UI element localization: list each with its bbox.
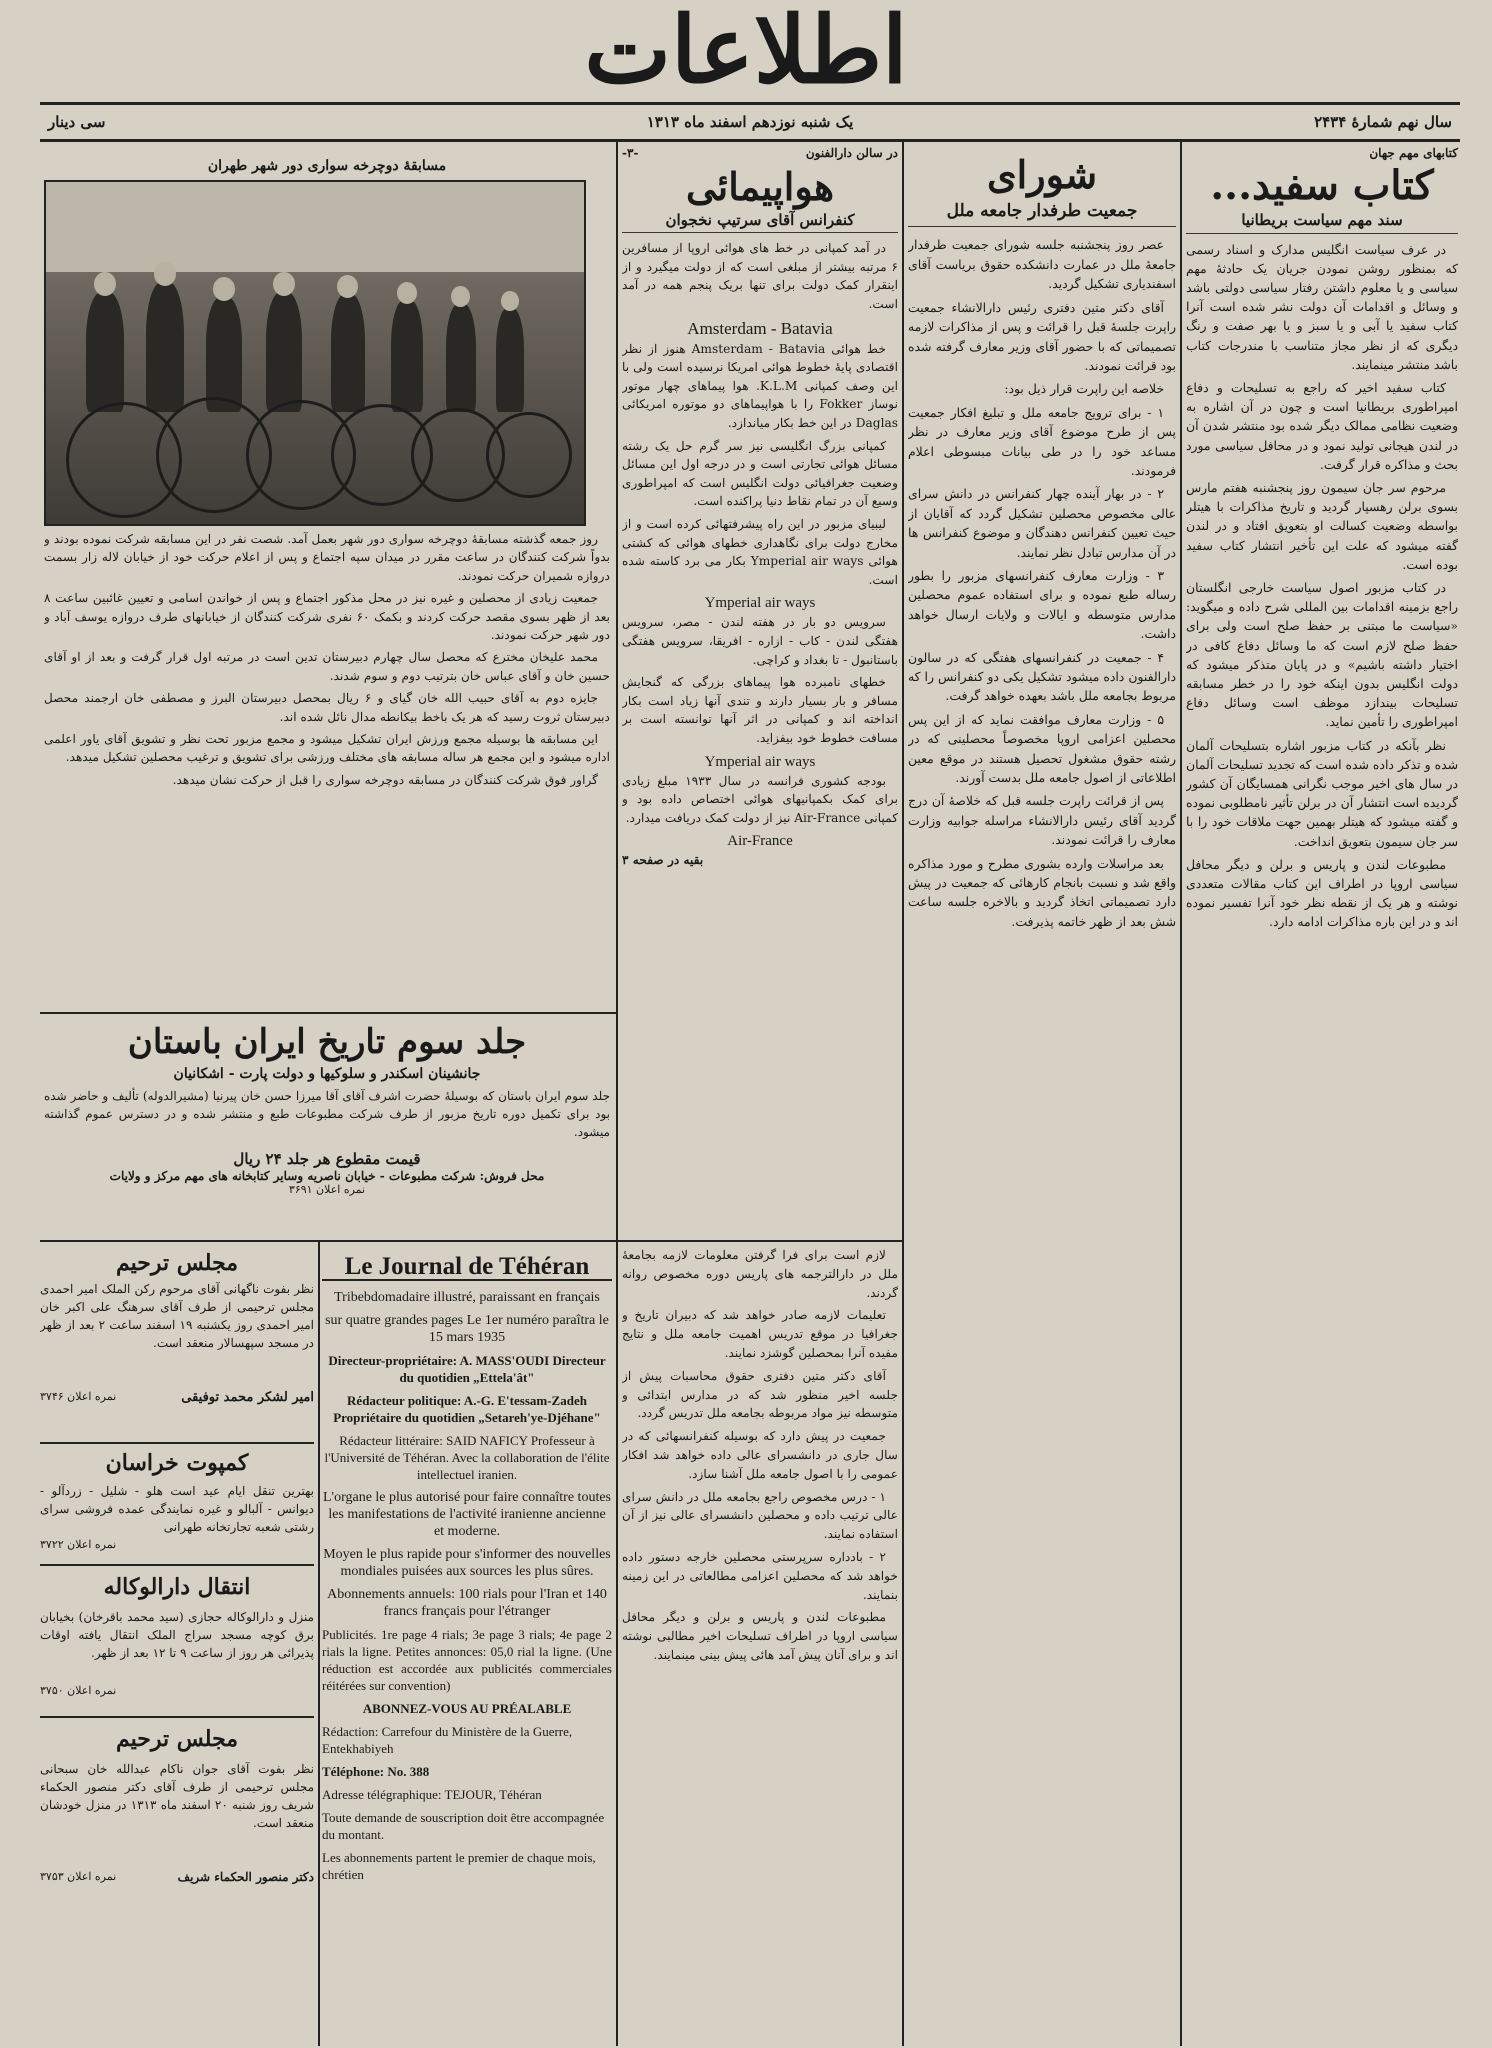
journal-line: Adresse télégraphique: TEJOUR, Téhéran: [322, 1787, 542, 1802]
article-kicker: کتابهای مهم جهان: [1369, 146, 1458, 160]
rider-head: [154, 262, 176, 286]
page-number: -۳-: [622, 146, 639, 160]
bicycle-race-article: [44, 530, 610, 1008]
column-rule: [616, 142, 618, 2046]
rider-head: [273, 272, 295, 296]
paragraph: خط هوائی Amsterdam - Batavia هنوز از نظر اقتصادی پایهٔ خطوط هوائی امریکا نرسیده است ولی با این وصف کمپانی K.L.M. هوا پیماهای چهار موتور نوساز Fokker را با هواپیماهای دو موتوره امریکائی Daglas در این خط بکار میاندازد.: [622, 341, 898, 431]
rider-head: [397, 282, 417, 304]
rider-head: [94, 272, 116, 296]
article-kicker: در سالن دارالفنون: [805, 146, 898, 160]
column-rule: [1180, 142, 1182, 2046]
rider-head: [337, 275, 358, 298]
rider-figure: [446, 304, 476, 412]
paragraph: جایزه دوم به آقای حبیب الله خان گیای و ۶ ریال بمحصل دبیرستان البرز و مصطفی خان ارجمند محصل دبیرستان ثروت رسید که هر یک باخط بیکانطه مدال نائل شده اند.: [44, 691, 610, 724]
section-rule: [618, 1240, 902, 1242]
paragraph: در آمد کمپانی در خط های هوائی اروپا از مسافرین ۶ مرتبه بیشتر از مبلغی است که از دولت میگیرد و از اینقرار کمک دولت برای تنها بریک پنجم همه در آمد است.: [622, 241, 898, 312]
rider-head: [501, 291, 519, 311]
rider-figure: [266, 292, 302, 412]
article-council: [908, 146, 1176, 2044]
paragraph: سرویس دو بار در هفته لندن - مصر، سرویس هفتگی لندن - کاب - ازاره - افریقا، سرویس هفتگی باستانبول - تا بغداد و کراچی.: [622, 615, 898, 667]
paragraph: تعلیمات لازمه صادر خواهد شد که دبیران تاریخ و جغرافیا در موقع تدریس اهمیت جامعه ملل و نتایج مفیده آنرا بمحصلین گوشزد نمایند.: [622, 1308, 898, 1360]
rider-figure: [331, 294, 365, 412]
paragraph: این مسابقه ها بوسیله مجمع ورزش ایران تشکیل میشود و مجمع مزبور تحت نظر و تشویق آقای یاور اعلمی اداره میشود و این مجمع هر ساله مسابقه های مختلف ورزشی برای تشویق و ترغیب محصلین تشکیل میدهد.: [44, 732, 610, 765]
continued-note: بقیه در صفحه ۳: [622, 853, 704, 868]
article-title: هواپیمائی: [685, 164, 835, 209]
paragraph: کمپانی بزرگ انگلیسی نیز سر گرم حل یک رشته مسائل هوائی تجارتی است و در درجه اول این مسائل وضعیت جغرافیائی دولت انگلیس است که امپراطوری وسیع آن در تمام نقاط دنیا پراکنده است.: [622, 438, 898, 509]
paragraph: عصر روز پنجشنبه جلسه شورای جمعیت طرفدار جامعهٔ ملل در عمارت دانشکده حقوق بریاست آقای اسفندیاری تشکیل گردید.: [908, 237, 1176, 292]
paragraph: در عرف سیاست انگلیس مدارک و اسناد رسمی که بمنظور روشن نمودن جریان یک حادثهٔ مهم سیاسی و یا معلوم داشتن رفتار سیاسی دولتی باشد و وسائل و اقدامات آن دولت نشر شده است آنرا کتاب سفید یا آبی و یا سبز و یا بهر صفت و رنگ دیگری که از نظر مجاز متناسب با مندرجات کتاب باشد منتشر مینمایند.: [1186, 241, 1458, 372]
company-name: Ymperial air ways: [704, 595, 816, 612]
paragraph: کتاب سفید اخیر که راجع به تسلیحات و دفاع امپراطوری بریطانیا است و چون در آن اشاره به وضعیت نظامی ممالک دیگر شده بود منتشر شدن آن در لندن هیجانی تولید نمود و در محافل سیاسی مورد بحث و مذاکره قرار گرفت.: [1186, 379, 1458, 472]
rider-figure: [496, 308, 524, 412]
notice-title: انتقال دارالوکاله: [103, 1574, 251, 1600]
notice-number: نمره اعلان ۳۷۴۶: [40, 1390, 117, 1403]
paragraph: گراور فوق شرکت کنندگان در مسابقه دوچرخه سواری را قبل از حرکت نشان میدهد.: [172, 772, 598, 787]
article-aviation: [622, 146, 898, 1236]
paragraph: پس از قرائت راپرت جلسه قبل که خلاصهٔ آن درج گردید آقای رئیس دارالانشاء مراسله جوابیه وزارت معارف را قرائت نمودند.: [908, 793, 1176, 848]
journal-line: Rédacteur littéraire: SAID NAFICY Professeur à l'Université de Téhéran. Avec la collaboration de l'élite intellectuel iranien.: [324, 1433, 610, 1482]
journal-line: Téléphone: No. 388: [322, 1764, 430, 1779]
journal-title: Le Journal de Téhéran: [322, 1258, 612, 1281]
article-body: [1186, 240, 1458, 2040]
notice-title: مجلس ترحیم: [115, 1250, 239, 1276]
journal-line: Directeur-propriétaire: A. MASS'OUDI Directeur du quotidien „Ettela'ât": [328, 1353, 606, 1385]
rider-figure: [206, 297, 242, 412]
paragraph: مطبوعات لندن و پاریس و برلن و دیگر محافل سیاسی اروپا در اطراف تسلیحات اخیر مطالبی نوشته اند و برای آنان پیش آمد هائی پیش بینی مینمایند.: [622, 1610, 898, 1662]
article-white-book: [1186, 146, 1458, 2044]
paragraph: مطبوعات لندن و پاریس و برلن و دیگر محافل سیاسی اروپا در اطراف این کتاب مقالات متعددی نوشته و هر یک از نقطه نظر خود آنرا تفسیر نموده اند و در این باره مذاکرات ادامه دارد.: [1186, 856, 1458, 930]
route-name: Amsterdam - Batavia: [687, 318, 833, 338]
issue-date: یک شنبه نوزدهم اسفند ماه ۱۳۱۳: [646, 113, 854, 131]
ad-body: جلد سوم ایران باستان که بوسیلهٔ حضرت اشرف آقای آقا میرزا حسن خان پیرنیا (مشیرالدوله) تألیف و حاضر شده بود برای تکمیل دوره تاریخ مزبور از طرف شرکت مطبوعات طبع و منتشر شده و در دسترس عموم گذاشته میشود.: [44, 1088, 610, 1139]
paragraph: ۲ - بادداره سرپرستی محصلین خارجه دستور داده خواهد شد که محصلین اعزامی مطالعاتی در این زمینه بنمایند.: [622, 1549, 898, 1602]
rider-figure: [391, 300, 423, 412]
notice: [40, 1718, 314, 2028]
paragraph: در کتاب مزبور اصول سیاست خارجی انگلستان راجع بزمینه اقدامات بین المللی شرح داده و میگوید: «سیاست ما مبتنی بر حفظ صلح است ولی برای حفظ صلح لازم است که ما وسائل دفاع کافی در اختیار داشته باشیم» و در پایان متذکر میشود که دولت انگلیس بدون اینکه خود را در خطر مسابقه تسلیحات بیندازد موظف است وسائل دفاع امپراطوری را تأمین نماید.: [1186, 579, 1458, 730]
year-issue: سال نهم شمارهٔ ۲۴۳۴: [1314, 113, 1452, 131]
journal-line: ABONNEZ-VOUS AU PRÉALABLE: [362, 1701, 572, 1716]
paragraph: ۵ - وزارت معارف موافقت نماید که از این پس محصلین اعزامی اروپا مخصوصاً محصلینی که در رشته حقوق مشغول تحصیل هستند در موقع معین اطلاعاتی از اصول جامعه ملل بدست آورند.: [908, 711, 1176, 786]
paragraph: روز جمعه گذشته مسابقهٔ دوچرخه سواری دور شهر بعمل آمد. شصت نفر در این مسابقه شرکت نموده بودند و بدواً شرکت کنندگان در ساعت مقرر در میدان سپه اجتماع و پس از اعلام حرکت خود از خیابان لاله زار بسمت دروازه شمیران حرکت نمودند.: [44, 532, 610, 583]
journal-line: Toute demande de souscription doit être accompagnée du montant.: [322, 1810, 605, 1842]
paragraph: لازم است برای فرا گرفتن معلومات لازمه بجامعهٔ ملل در دارالترجمه های پاریس دوره مخصوص روانه گردند.: [622, 1248, 898, 1300]
paragraph: خلاصه این راپرت قرار ذیل بود:: [1004, 381, 1164, 397]
rider-head: [451, 286, 470, 307]
ad-seller: محل فروش: شرکت مطبوعات - خیابان ناصریه وسایر کتابخانه های مهم مرکز و ولایات: [109, 1169, 545, 1184]
ad-subtitle: جانشینان اسکندر و سلوکیها و دولت پارت - اشکانیان: [173, 1066, 481, 1083]
journal-line: Les abonnements partent le premier de chaque mois, chrétien: [322, 1850, 596, 1882]
section-rule: [40, 1240, 616, 1242]
rider-figure: [146, 282, 184, 412]
notice-body: بهترین تنقل ایام عید است هلو - شلیل - زردآلو - دیوانس - آلبالو و غیره نمایندگی عمده فروشی سرای رشتی شعبه تجارتخانه طهرانی: [40, 1484, 314, 1534]
notice-body: نظر بفوت ناگهانی آقای مرحوم رکن الملک امیر احمدی مجلس ترحیمی از طرف آقای سرهنگ علی اکبر خان امیر احمدی روز یکشنبه ۱۹ اسفند ساعت ۲ بعد از ظهر در مسجد سپهسالار منعقد است.: [40, 1282, 314, 1350]
bicycle-race-photo: [44, 180, 586, 526]
notice-signature: امیر لشکر محمد توفیقی: [181, 1390, 314, 1405]
company-name: Ymperial air ways: [704, 753, 816, 770]
journal-line: Moyen le plus rapide pour s'informer des nouvelles mondiales puisées aux sources les plus sûres.: [323, 1547, 611, 1579]
paragraph: جمعیت زیادی از محصلین و غیره نیز در محل مذکور اجتماع و پس از خواندن اسامی و تعیین غائبین ساعت ۸ بعد از ظهر بسوی مقصد حرکت کردند و بکمک ۶۰ نفری شرکت کنندگان از خیابانهای طرف دروازه یوسف آباد و دور شهر حرکت نمودند.: [44, 591, 610, 643]
newspaper-title: اطلاعات: [584, 0, 908, 104]
article-body: [622, 239, 898, 1229]
column-rule: [902, 142, 904, 2046]
notice: [40, 1444, 314, 1566]
journal-line: Abonnements annuels: 100 rials pour l'Iran et 140 francs français pour l'étranger: [327, 1587, 607, 1619]
company-name: Air-France: [727, 833, 793, 850]
notices-column: [40, 1246, 314, 2044]
journal-line: L'organe le plus autorisé pour faire connaître toutes les manifestations de l'activité iranienne ancienne et moderne.: [323, 1490, 611, 1539]
section-rule: [40, 1012, 616, 1014]
notice-number: نمره اعلان ۳۷۵۳: [40, 1870, 117, 1883]
notice-body: منزل و دارالوکاله حجازی (سید محمد باقرخان) بخیابان برق کوچه مسجد سراج الملک انتقال یافته اوقات پذیرائی هر روز از ساعت ۹ تا ۱۲ بعد از ظهر.: [40, 1610, 314, 1660]
paragraph: نظر بآنکه در کتاب مزبور اشاره بتسلیحات آلمان شده و تذکر داده شده است که تجدید تسلیحات آلمان در سال های اخیر موجب نگرانی همسایگان آن کشور گردیده است انتشار آن در برلن تأثیر نامطلوبی نموده و گفته میشود که هیتلر بهمین جهت ملاقات خود را با سر جان سیمون بتعویق انداخت.: [1186, 737, 1458, 849]
ad-number: نمره اعلان ۳۶۹۱: [288, 1183, 366, 1197]
column-rule: [318, 1240, 320, 2046]
journal-line: sur quatre grandes pages Le 1er numéro paraîtra le 15 mars 1935: [325, 1313, 609, 1345]
article-council-continued: [622, 1246, 898, 2042]
article-title: کتاب سفید...: [1210, 162, 1434, 209]
notice-number: نمره اعلان ۳۷۲۲: [40, 1538, 117, 1551]
paragraph: جمعیت در پیش دارد که بوسیله کنفرانسهائی که در سال جاری در دانشسرای عالی داده خواهد شد افکار عمومی را با اصول جامعه ملل آشنا سازد.: [622, 1429, 898, 1481]
paragraph: ۱ - برای ترویج جامعه ملل و تبلیغ افکار جمعیت پس از طرح موضوع آقای وزیر معارف در نظر مساعد خود را در طی بیانات مبسوطی اعلام فرمودند.: [908, 404, 1176, 478]
notice-title: مجلس ترحیم: [115, 1726, 239, 1752]
paragraph: ۴ - جمعیت در کنفرانسهای هفتگی که در سالون دارالفنون داده میشود تشکیل یکی دو کنفرانس را که مربوط بجامعه ملل باشد بعهده خواهد گرفت.: [908, 649, 1176, 704]
journal-line: Tribebdomadaire illustré, paraissant en français: [334, 1290, 600, 1305]
photo-sky: [46, 182, 584, 272]
dateline: [40, 102, 1460, 142]
ad-price: قیمت مقطوع هر جلد ۲۴ ریال: [233, 1149, 421, 1168]
paragraph: لیبیای مزبور در این راه پیشرفتهائی کرده است و از مخارج دولت برای نگاهداری خطهای هوائی که کشتی هوائی Ymperial air ways بکار می برد کاسته شده است.: [622, 517, 898, 587]
notice-number: نمره اعلان ۳۷۵۰: [40, 1684, 117, 1697]
paragraph: ۱ - درس مخصوص راجع بجامعه ملل در دانش سرای عالی ترتیب داده و محصلین دانشسرای عالی نیز از آن استفاده نمایند.: [622, 1489, 898, 1542]
journal-de-teheran-ad: [322, 1253, 612, 2046]
ad-title: جلد سوم تاریخ ایران باستان: [127, 1022, 527, 1062]
paragraph: مرحوم سر جان سیمون روز پنجشنبه هفتم مارس بسوی برلن رهسپار گردید و تاریخ مذاکرات با هیتلر بواسطه وضعیت کسالت او بتعویق افتاد و در لندن گفته میشود که علت این تأخیر انتشار کتاب سفید بوده است.: [1186, 479, 1458, 572]
notice-title: کمپوت خراسان: [105, 1450, 249, 1476]
paragraph: ۲ - در بهار آینده چهار کنفرانس در دانش سرای عالی مخصوص محصلین تشکیل گردد که آقایان از حیث تعیین کنفرانس دهندگان و موضوع کنفرانس ها در آن مدارس تبادل نظر نمایند.: [908, 486, 1176, 560]
paragraph: ۳ - وزارت معارف کنفرانسهای مزبور را بطور رساله طبع نموده و برای استفاده عموم محصلین مدارس متوسطه و ایالات و ولایات ارسال خواهد داشت.: [908, 567, 1176, 642]
journal-line: Publicités. 1re page 4 rials; 3e page 3 rials; 4e page 2 rials la ligne. Petites annonces: 05,0 rial la ligne. (Une réduction est accordée aux publicités commerciales réitérées sur convention): [322, 1627, 612, 1693]
rider-head: [213, 277, 235, 301]
notice: [40, 1566, 314, 1718]
issue-price: سی دینار: [48, 113, 106, 131]
photo-caption: مسابقهٔ دوچرخه سواری دور شهر طهران: [207, 158, 447, 174]
journal-line: Rédacteur politique: A.-G. E'tessam-Zadeh Propriétaire du quotidien „Setareh'ye-Djéhane": [333, 1393, 601, 1425]
book-advertisement: [44, 1018, 610, 1236]
rider-figure: [86, 292, 124, 412]
article-body: [908, 235, 1176, 2025]
paragraph: خطهای نامبرده هوا پیماهای بزرگی که گنجایش مسافر و بار بسیار دارند و تندی آنها زیاد است بکار انداخته اند و کمپانی در اثر آنها توانسته است بر مسافت خطوط خود بیفزاید.: [622, 675, 898, 745]
article-subtitle: سند مهم سیاست بریطانیا: [1186, 212, 1458, 234]
paragraph: محمد علیخان مخترع که محصل سال چهارم دبیرستان تدین است در مرتبه اول قرار گرفت و بعد از او آقای حسین خان و آقای عباس خان بترتیب دوم و سوم شدند.: [44, 650, 610, 683]
paragraph: آقای دکتر متین دفتری رئیس دارالانشاء جمعیت راپرت جلسهٔ قبل را قرائت و پس از مذاکرات لازمه تصمیماتی که با حضور آقای وزیر معارف گرفته شده بود قرائت نمودند.: [908, 299, 1176, 373]
notice: [40, 1246, 314, 1444]
article-subtitle: کنفرانس آقای سرتیپ نخجوان: [622, 212, 898, 234]
paragraph: بودجه کشوری فرانسه در سال ۱۹۳۳ مبلغ زیادی برای کمک بکمپانیهای هوائی اختصاص داده بود و کمپانی Air-France نیز از دولت کمک دریافت میدارد.: [622, 773, 898, 825]
paragraph: آقای دکتر متین دفتری حقوق محاسبات پیش از جلسه اخیر منظور شد که در مدارس ابتدائی و متوسطه نیز مواد مربوطه بجامعه ملل تدریس گردد.: [622, 1368, 898, 1421]
article-subtitle: جمعیت طرفدار جامعه ملل: [908, 202, 1176, 228]
article-title: شورای: [986, 152, 1098, 197]
journal-line: Rédaction: Carrefour du Ministère de la Guerre, Entekhabiyeh: [322, 1724, 573, 1756]
notice-signature: دکتر منصور الحکماء شریف: [177, 1870, 314, 1884]
notice-body: نظر بفوت آقای جوان ناکام عبدالله خان سبحانی مجلس ترحیمی از طرف آقای دکتر منصور الحکماء شریف روز شنبه ۲۰ اسفند ماه ۱۳۱۳ در منزل خودشان منعقد است.: [40, 1762, 314, 1830]
masthead: [0, 0, 1492, 104]
paragraph: بعد مراسلات وارده بشوری مطرح و مورد مذاکره واقع شد و نسبت بانجام کارهائی که جمعیت در پیش دارد تصمیماتی اتخاذ گردید و بالاخره جلسه ساعت شش بعد از ظهر خاتمه پذیرفت.: [908, 855, 1176, 929]
bicycle-wheel: [486, 412, 572, 498]
